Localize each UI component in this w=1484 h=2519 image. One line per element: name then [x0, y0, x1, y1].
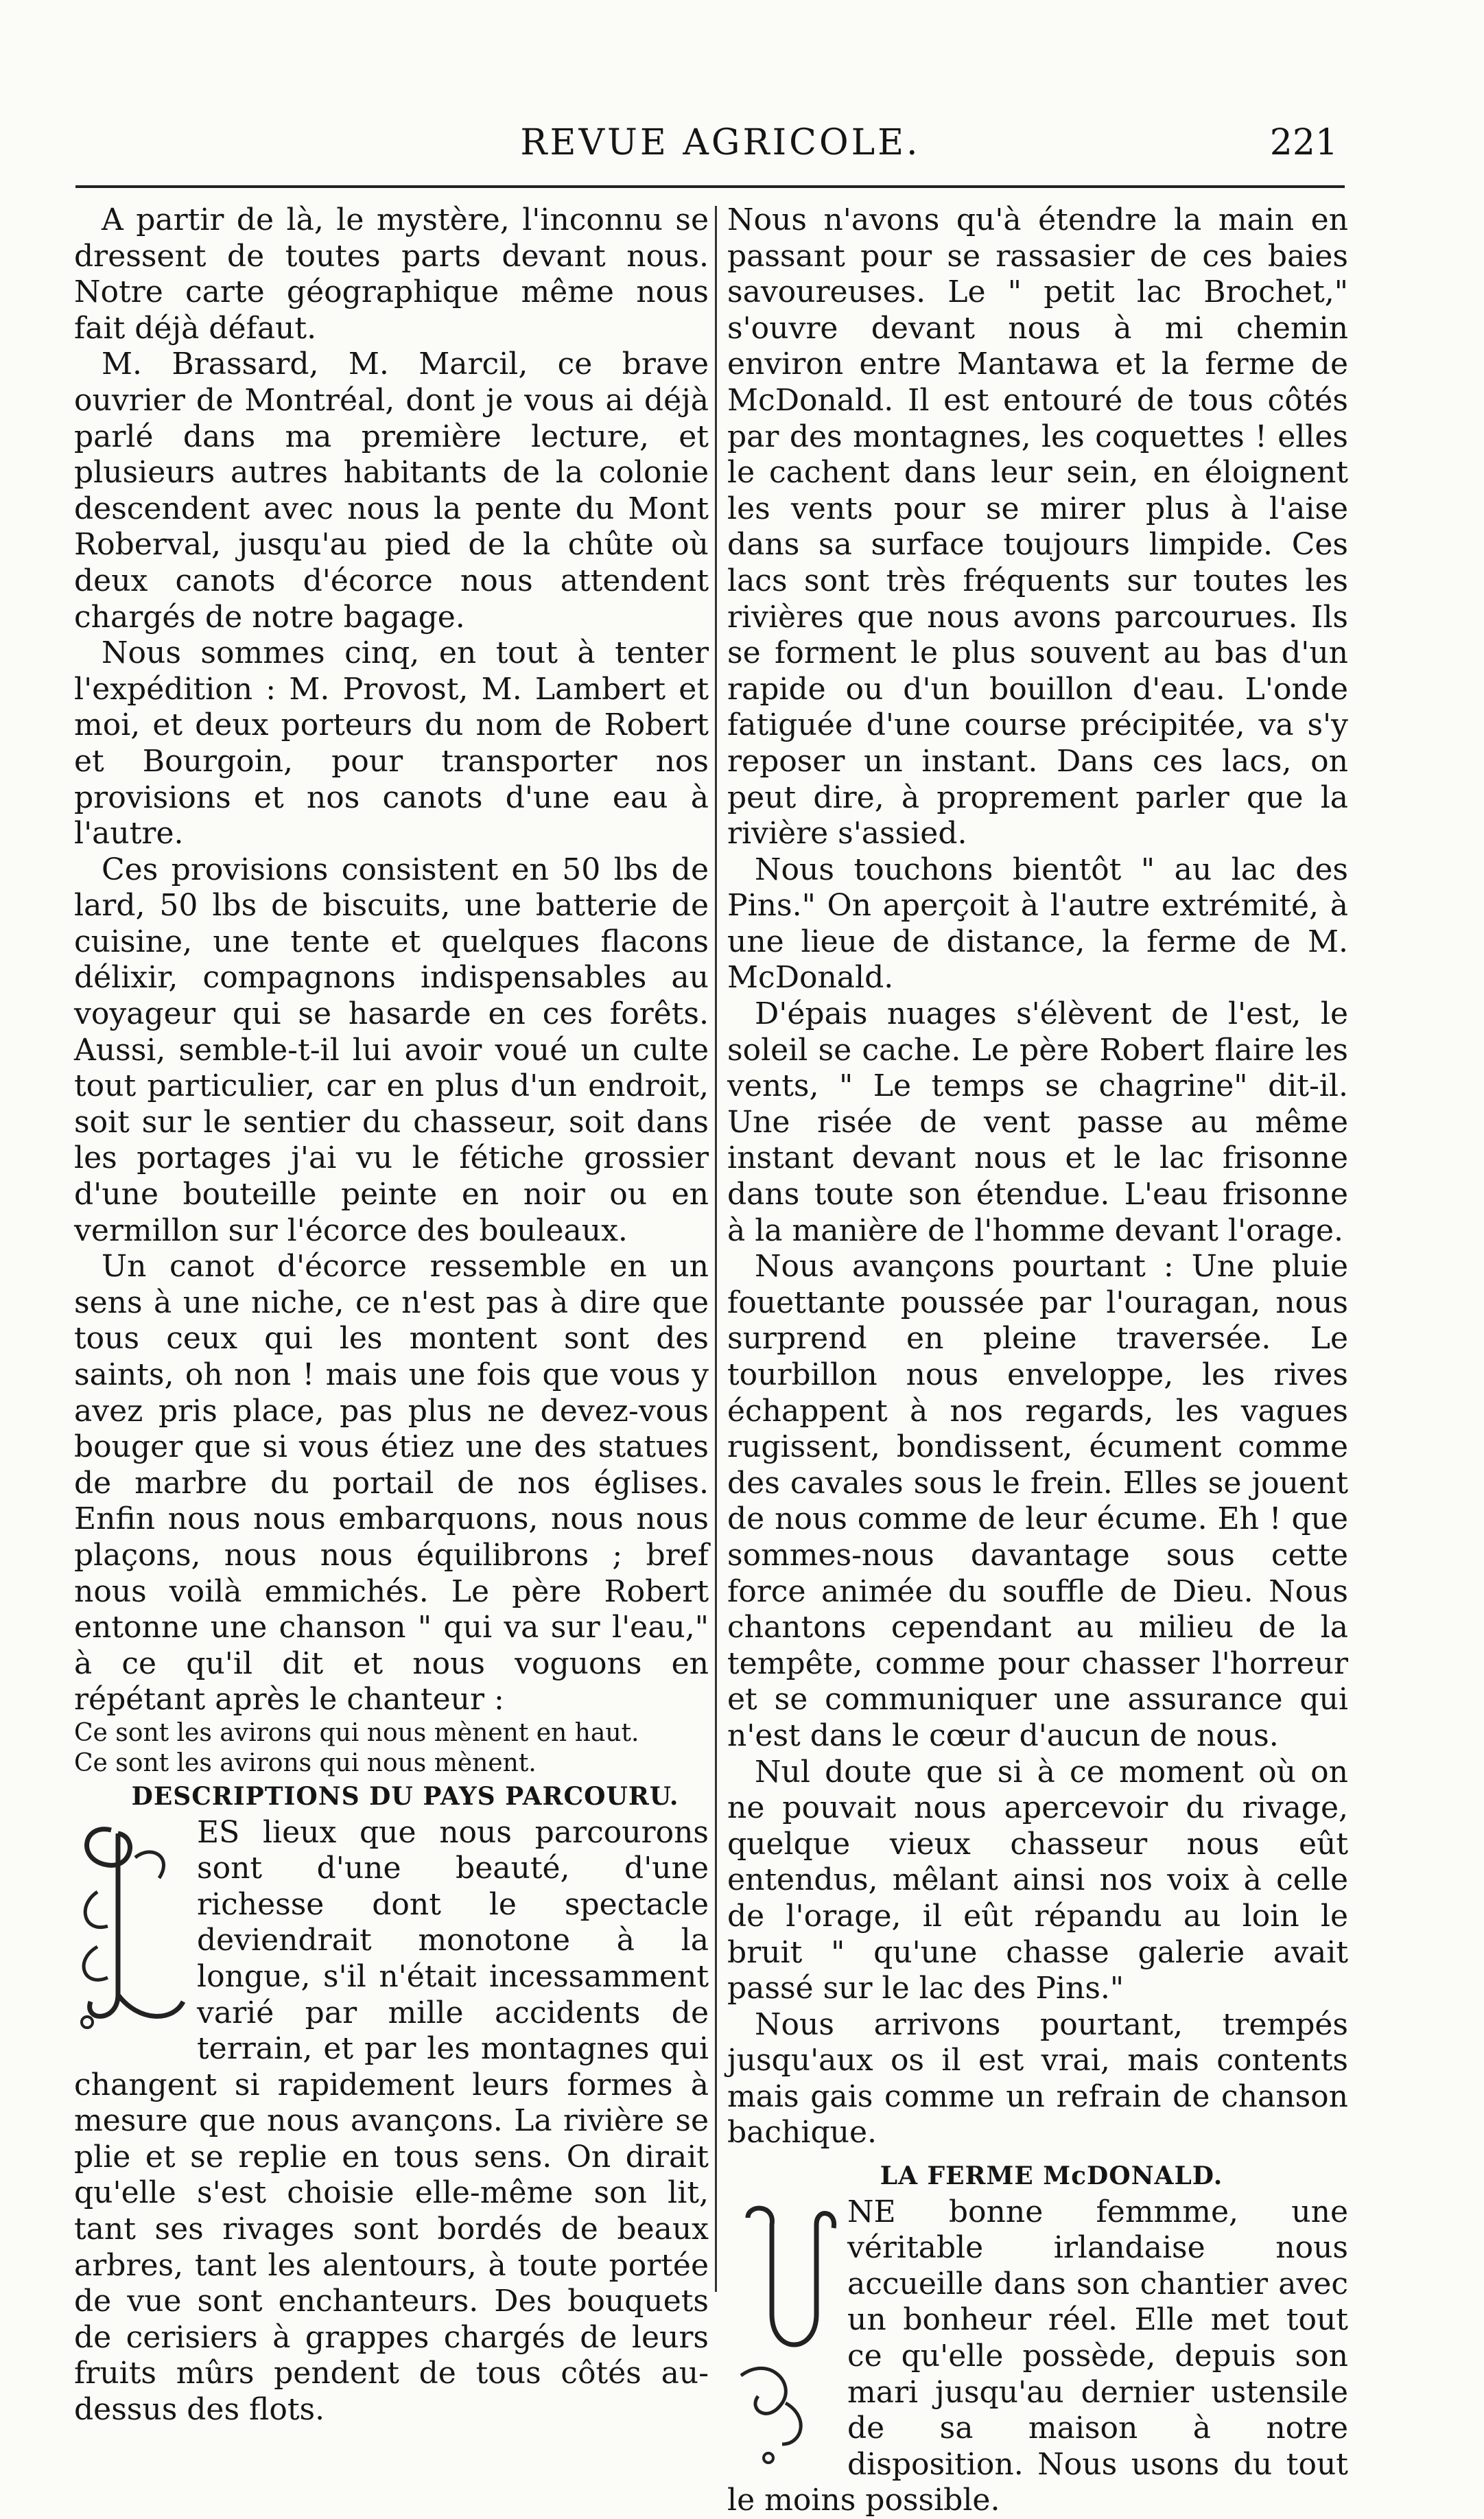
running-title: REVUE AGRICOLE.: [520, 122, 921, 163]
paragraph: Un canot d'écorce ressemble en un sens à une niche, ce n'est pas à dire que tous ceux qui les montent sont des saints, oh non ! mais une fois que vous y avez pris place, pas plus ne devez-vous bouger que si vous étiez une des statues de marbre du portail de nos églises. Enfin nous nous embarquons, nous nous plaçons, nous nous équilibrons ; bref nous voilà emmichés. Le père Robert entonne une chanson " qui va sur l'eau," à ce qu'il dit et nous voguons en répétant après le chanteur :: [74, 1249, 709, 1718]
paragraph: Nul doute que si à ce moment où on ne pouvait nous apercevoir du rivage, quelque vieux chasseur nous eût entendus, mêlant ainsi nos voix à celle de l'orage, il eût répandu au loin le bruit " qu'une chasse galerie avait passé sur le lac des Pins.": [727, 1754, 1348, 2006]
paragraph: ES lieux que nous parcourons sont d'une beauté, d'une richesse dont le spectacle deviendrait monotone à la longue, s'il n'était incessamment varié par mille accidents de terrain, et par les montagnes qui changent si rapidement leurs formes à mesure que nous avançons. La rivière se plie et se replie en tous sens. On dirait qu'elle s'est choisie elle-même son lit, tant ses rivages sont bordés de beaux arbres, tant les alentours, à toute portée de vue sont enchanteurs. Des bouquets de cerisiers à grappes chargés de leurs fruits mûrs pendent de tous côtés au-dessus des flots.: [74, 1814, 709, 2428]
paragraph: D'épais nuages s'élèvent de l'est, le soleil se cache. Le père Robert flaire les vents, " Le temps se chagrine" dit-il. Une risée de vent passe au même instant devant nous et le lac frisonne dans toute son étendue. L'eau frisonne à la manière de l'homme devant l'orage.: [727, 996, 1348, 1248]
left-column: [74, 202, 709, 2428]
paragraph: A partir de là, le mystère, l'inconnu se dressent de toutes parts devant nous. Notre carte géographique même nous fait déjà défaut.: [74, 202, 709, 346]
paragraph: M. Brassard, M. Marcil, ce brave ouvrier de Montréal, dont je vous ai déjà parlé dans ma première lecture, et plusieurs autres habitants de la colonie descendent avec nous la pente du Mont Roberval, jusqu'au pied de la chûte où deux canots d'écorce nous attendent chargés de notre bagage.: [74, 347, 709, 635]
paragraph: Ces provisions consistent en 50 lbs de lard, 50 lbs de biscuits, une batterie de cuisine, une tente et quelques flacons délixir, compagnons indispensables au voyageur qui se hasarde en ces forêts. Aussi, semble-t-il lui avoir voué un culte tout particulier, car en plus d'un endroit, soit sur le sentier du chasseur, soit dans les portages j'ai vu le fétiche grossier d'une bouteille peinte en noir ou en vermillon sur l'écorce des bouleaux.: [74, 852, 709, 1248]
paragraph: Nous touchons bientôt " au lac des Pins." On aperçoit à l'autre extrémité, à une lieue de distance, la ferme de M. McDonald.: [727, 852, 1348, 996]
page-number: 221: [1269, 122, 1338, 163]
paragraph: Nous n'avons qu'à étendre la main en passant pour se rassasier de ces baies savoureuses. Le " petit lac Brochet," s'ouvre devant nous à mi chemin environ entre Mantawa et la ferme de McDonald. Il est entouré de tous côtés par des montagnes, les coquettes ! elles le cachent dans leur sein, en éloignent les vents pour se mirer plus à l'aise dans sa surface toujours limpide. Ces lacs sont très fréquents sur toutes les rivières que nous avons parcourues. Ils se forment le plus souvent au bas d'un rapide ou d'un bouillon d'eau. L'onde fatiguée d'une course précipitée, va s'y reposer un instant. Dans ces lacs, on peut dire, à proprement parler que la rivière s'assied.: [727, 202, 1348, 852]
song-verse: Ce sont les avirons qui nous mènent en haut.: [74, 1718, 639, 1747]
section-title: DESCRIPTIONS DU PAYS PARCOURU.: [131, 1781, 679, 1811]
paragraph: Nous sommes cinq, en tout à tenter l'expédition : M. Provost, M. Lambert et moi, et deux porteurs du nom de Robert et Bourgoin, pour transporter nos provisions et nos canots d'une eau à l'autre.: [74, 635, 709, 852]
paragraph: Nous arrivons pourtant, trempés jusqu'aux os il est vrai, mais contents mais gais comme un refrain de chanson bachique.: [727, 2006, 1348, 2151]
column-divider: [715, 206, 717, 2292]
right-column: [727, 202, 1348, 2519]
song-verse: Ce sont les avirons qui nous mènent.: [74, 1748, 537, 1777]
ornamental-initial-l-icon: [70, 1816, 190, 2043]
ornamental-initial-u-icon: [727, 2197, 840, 2468]
paragraph: NE bonne femmme, une véritable irlandaise nous accueille dans son chantier avec un bonheur réel. Elle met tout ce qu'elle possède, depuis son mari jusqu'au dernier ustensile de sa maison à notre disposition. Nous usons du tout le moins possible.: [727, 2194, 1348, 2518]
paragraph: Nous avançons pourtant : Une pluie fouettante poussée par l'ouragan, nous surprend en pleine traversée. Le tourbillon nous enveloppe, les rives échappent à nos regards, les vagues rugissent, bondissent, écument comme des cavales sous le frein. Elles se jouent de nous comme de leur écume. Eh ! que sommes-nous davantage sous cette force animée du souffle de Dieu. Nous chantons cependant au milieu de la tempête, comme pour chasser l'horreur et se communiquer une assurance qui n'est dans le cœur d'aucun de nous.: [727, 1249, 1348, 1753]
header-rule: [75, 185, 1345, 188]
running-header: [75, 117, 1365, 178]
section-title: LA FERME McDONALD.: [880, 2161, 1223, 2191]
